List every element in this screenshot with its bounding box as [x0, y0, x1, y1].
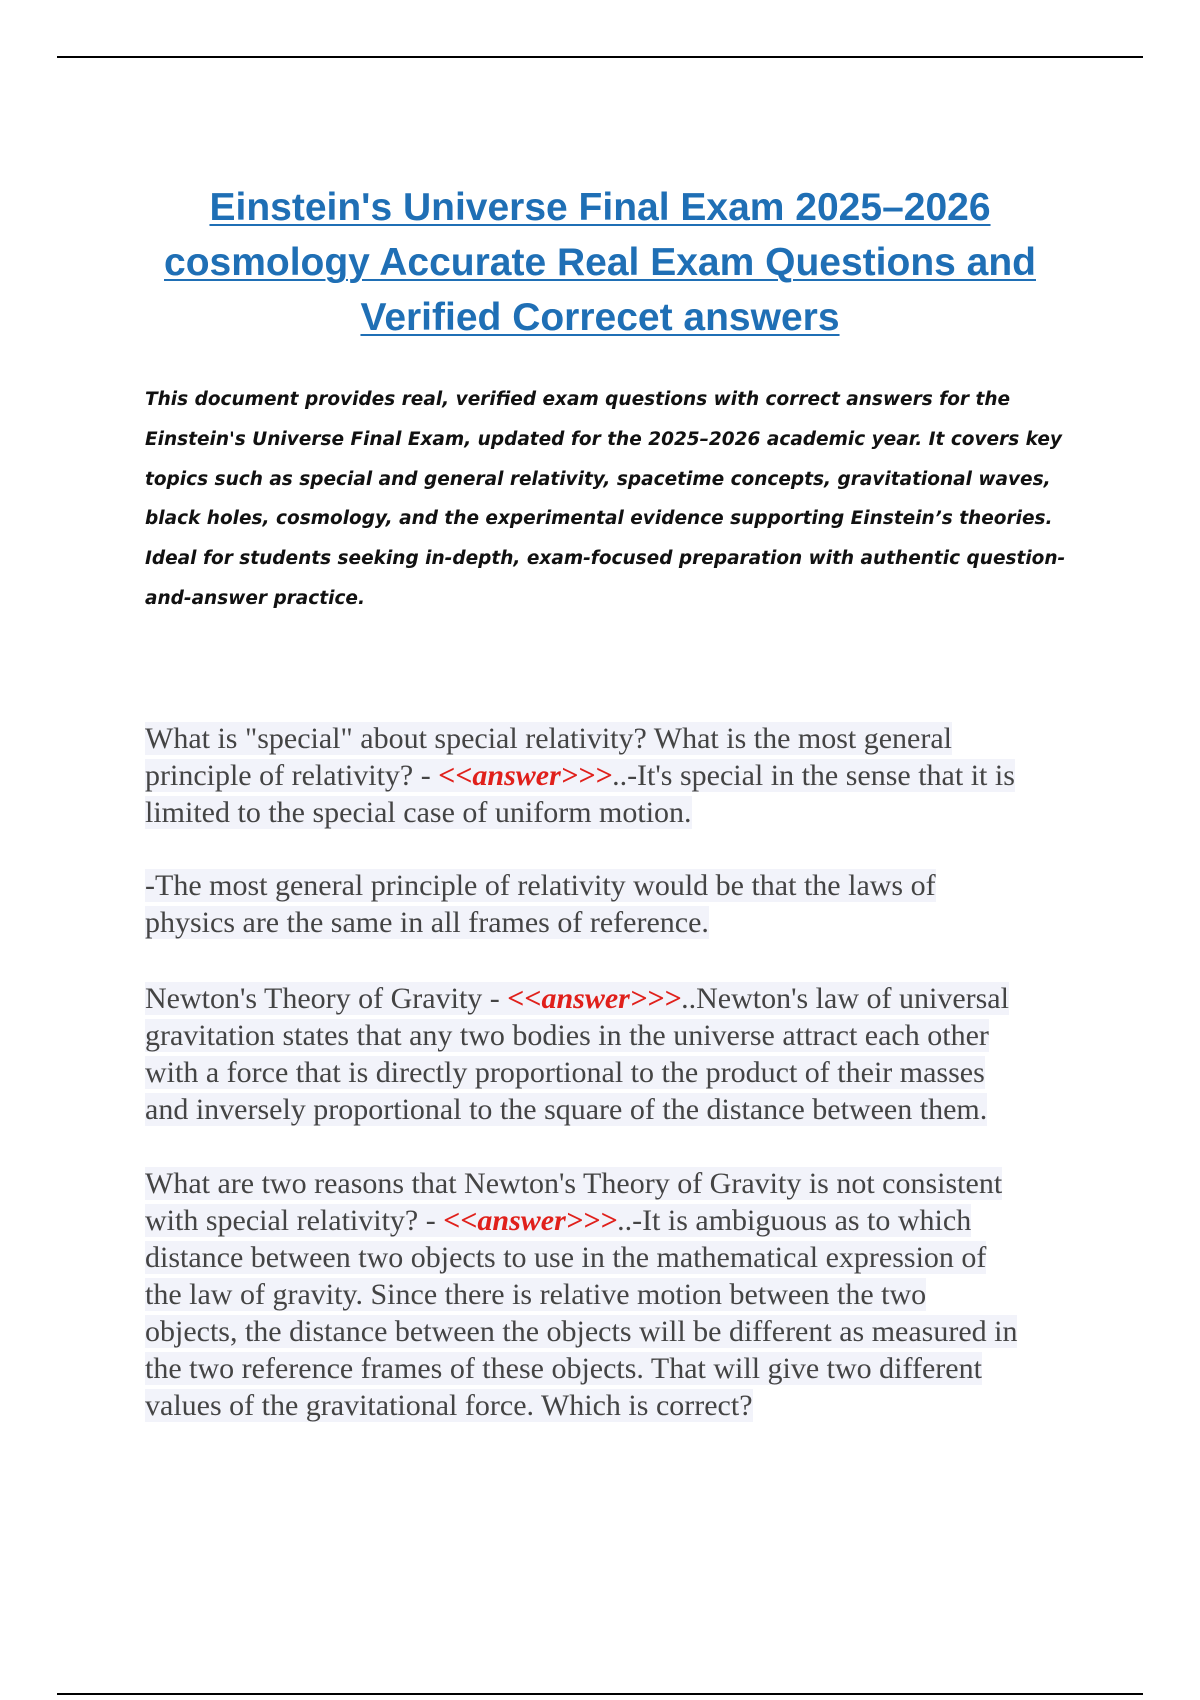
qa-block-newton-gravity: [145, 980, 1090, 1128]
answer-continuation: [145, 867, 1090, 941]
title-line: Einstein's Universe Final Exam 2025–2026: [209, 186, 991, 229]
qa-line: [145, 1313, 1090, 1350]
question-tail: with special relativity? -: [145, 1204, 444, 1237]
qa-line: [145, 867, 1090, 904]
answer-text: with a force that is directly proportional to the product of their masses: [145, 1056, 985, 1089]
question-text: [145, 759, 1015, 792]
intro-line: and-answer practice.: [145, 587, 365, 609]
intro-line: This document provides real, verified exam questions with correct answers for the: [145, 389, 1011, 410]
question-text: [145, 982, 1009, 1015]
answer-text: limited to the special case of uniform motion.: [145, 796, 692, 829]
question-text: [145, 1204, 971, 1237]
qa-line: [145, 1165, 1090, 1202]
answer-text: -The most general principle of relativity would be that the laws of: [145, 869, 936, 902]
qa-line: [145, 1017, 1090, 1054]
answer-text: gravitation states that any two bodies in the universe attract each other: [145, 1019, 989, 1052]
qa-line: [145, 1091, 1090, 1128]
answer-marker: <<answer>>>: [443, 1204, 618, 1237]
qa-line: [145, 1276, 1090, 1313]
answer-text: values of the gravitational force. Which is correct?: [145, 1389, 753, 1422]
answer-text: ..Newton's law of universal: [681, 982, 1009, 1015]
qa-line: [145, 1350, 1090, 1387]
answer-text: ..-It is ambiguous as to which: [617, 1204, 972, 1237]
answer-text: physics are the same in all frames of reference.: [145, 906, 709, 939]
intro-line: topics such as special and general relativity, spacetime concepts, gravitational waves,: [145, 468, 1051, 490]
title-line: Verified Correcet answers: [360, 296, 840, 339]
answer-text: the law of gravity. Since there is relative motion between the two: [145, 1278, 927, 1311]
qa-line: [145, 1202, 1090, 1239]
document-title: [100, 180, 1100, 345]
qa-line: [145, 794, 1090, 831]
intro-line: Ideal for students seeking in-depth, exam-focused preparation with authentic question-: [145, 548, 1066, 570]
answer-text: ..-It's special in the sense that it is: [612, 759, 1015, 792]
qa-line: [145, 757, 1090, 794]
qa-line: [145, 904, 1090, 941]
title-line: cosmology Accurate Real Exam Questions and: [164, 241, 1036, 284]
answer-text: and inversely proportional to the square of the distance between them.: [145, 1093, 988, 1126]
question-tail: Newton's Theory of Gravity -: [145, 982, 508, 1015]
intro-line: Einstein's Universe Final Exam, updated for the 2025–2026 academic year. It covers key: [145, 428, 1062, 450]
intro-line: black holes, cosmology, and the experimental evidence supporting Einstein’s theories.: [145, 508, 1053, 530]
footer-rule: [57, 1693, 1143, 1695]
qa-line: [145, 1239, 1090, 1276]
answer-text: objects, the distance between the objects will be different as measured in: [145, 1315, 1018, 1348]
qa-line: [145, 1387, 1090, 1424]
intro-paragraph: [145, 380, 1070, 619]
qa-line: [145, 980, 1090, 1017]
qa-block-special-relativity: [145, 720, 1090, 831]
answer-marker: <<answer>>>: [507, 982, 682, 1015]
question-text: What is "special" about special relativity? What is the most general: [145, 722, 953, 755]
question-tail: principle of relativity? -: [145, 759, 439, 792]
qa-line: [145, 1054, 1090, 1091]
answer-text: the two reference frames of these objects. That will give two different: [145, 1352, 982, 1385]
qa-block-newton-inconsistency: [145, 1165, 1090, 1424]
question-text: What are two reasons that Newton's Theory of Gravity is not consistent: [145, 1167, 1003, 1200]
header-rule: [57, 56, 1143, 58]
answer-marker: <<answer>>>: [438, 759, 613, 792]
answer-text: distance between two objects to use in the mathematical expression of: [145, 1241, 987, 1274]
qa-line: [145, 720, 1090, 757]
